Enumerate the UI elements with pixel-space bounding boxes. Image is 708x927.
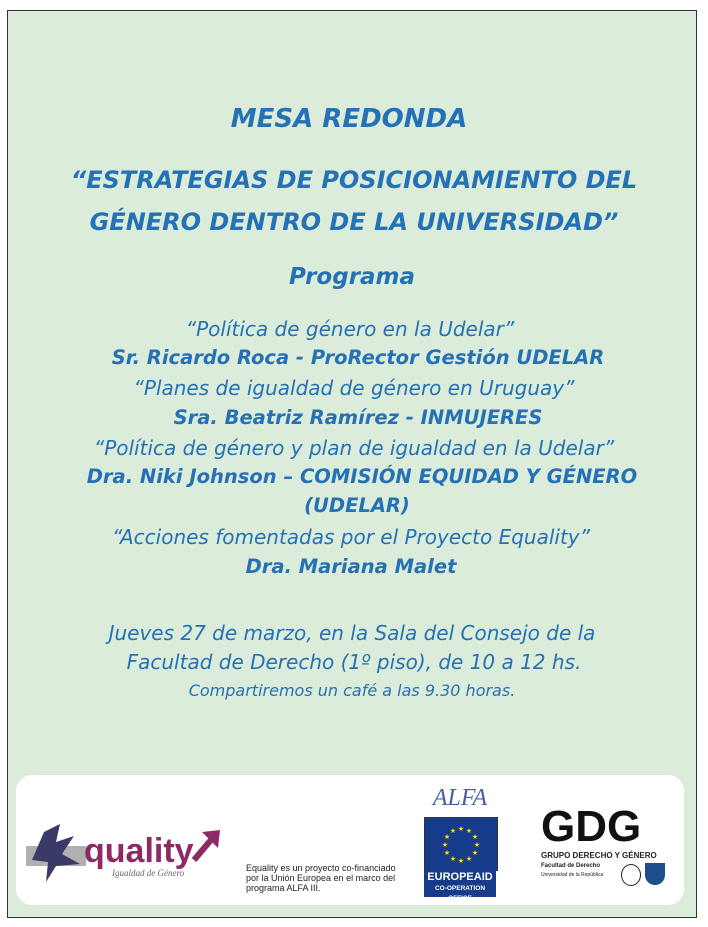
gdg-caption: GRUPO DERECHO Y GÉNERO [541, 851, 657, 860]
svg-text:★: ★ [473, 841, 481, 849]
faculty-seal-icon [621, 864, 641, 886]
event-title: MESA REDONDA [230, 104, 468, 134]
speaker-1: Sr. Ricardo Roca - ProRector Gestión UDELAR [111, 346, 605, 369]
speaker-2: Sra. Beatriz Ramírez - INMUJERES [173, 406, 543, 429]
event-subtitle-line2: GÉNERO DENTRO DE LA UNIVERSIDAD” [89, 208, 619, 236]
footer-logos [16, 775, 684, 905]
svg-text:GDG: GDG [541, 803, 642, 847]
gdg-logo-letters [541, 803, 669, 847]
svg-text:★: ★ [449, 855, 457, 863]
svg-text:★: ★ [449, 827, 457, 835]
cofinance-note: Equality es un proyecto co-financiado por la Unión Europea en el marco del programa ALFA III. [246, 863, 396, 893]
svg-text:★: ★ [457, 857, 465, 865]
gdg-logo [541, 803, 671, 893]
svg-text:★: ★ [441, 841, 449, 849]
europeaid-label: EUROPEAID CO-OPERATION OFFICE [424, 870, 496, 897]
talk-title-1: “Política de género en la Udelar” [185, 317, 515, 341]
speaker-3: Dra. Niki Johnson – COMISIÓN EQUIDAD Y GÉNERO [86, 465, 638, 488]
talk-title-3: “Política de género y plan de igualdad en la Udelar” [93, 436, 615, 460]
talk-title-4: “Acciones fomentadas por el Proyecto Equality” [111, 525, 591, 549]
alfa-logo: ALFA [432, 785, 488, 811]
event-details-line1: Jueves 27 de marzo, en la Sala del Consejo de la [108, 621, 596, 645]
svg-text:★: ★ [471, 849, 479, 857]
event-details-line2: Facultad de Derecho (1º piso), de 10 a 12 hs. [126, 650, 582, 674]
svg-text:★: ★ [443, 833, 451, 841]
svg-text:★: ★ [457, 825, 465, 833]
speaker-4: Dra. Mariana Malet [245, 555, 457, 578]
program-heading: Programa [288, 264, 416, 290]
svg-text:Igualdad de Género: Igualdad de Género [112, 868, 185, 878]
eu-flag-icon [424, 817, 498, 871]
svg-text:★: ★ [471, 833, 479, 841]
svg-text:★: ★ [443, 849, 451, 857]
svg-text:quality: quality [84, 832, 194, 870]
event-subtitle-line1: “ESTRATEGIAS DE POSICIONAMIENTO DEL [70, 166, 638, 194]
event-details-line3: Compartiremos un café a las 9.30 horas. [188, 681, 516, 700]
equality-logo [26, 820, 226, 890]
talk-title-2: “Planes de igualdad de género en Uruguay” [133, 376, 575, 400]
svg-text:★: ★ [465, 855, 473, 863]
gdg-university: Universidad de la República [541, 872, 604, 878]
gdg-faculty: Facultad de Derecho [541, 863, 601, 869]
university-shield-icon [645, 863, 665, 885]
svg-text:★: ★ [465, 827, 473, 835]
alfa-europeaid-logo [416, 785, 504, 902]
speaker-3-line2: (UDELAR) [304, 494, 410, 517]
